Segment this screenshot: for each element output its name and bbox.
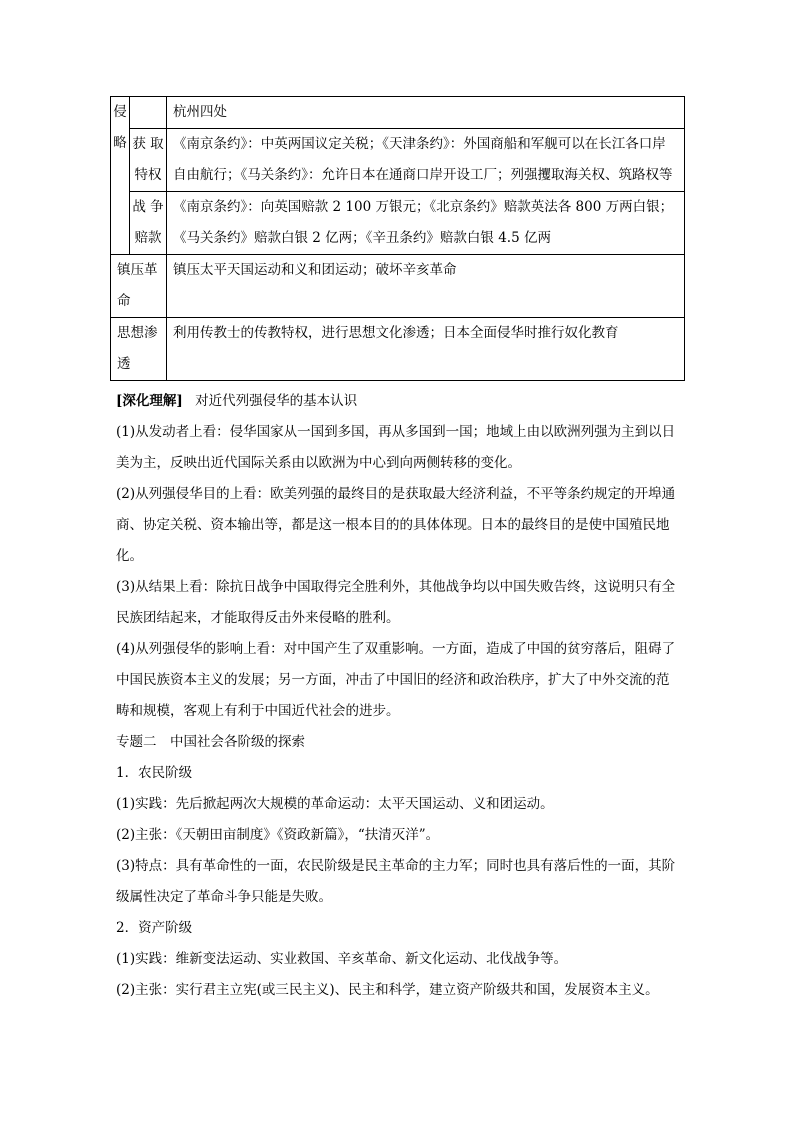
table-row [111,318,685,381]
cell-thought: 利用传教士的传教特权，进行思想文化渗透；日本全面侵华时推行奴化教育 [167,318,685,381]
paragraph: (1)从发动者上看：侵华国家从一国到多国，再从多国到一国；地域上由以欧洲列强为主到以日美为主，反映出近代国际关系由以欧洲为中心到向两侧转移的变化。 [116,424,676,471]
cell-indemnity: 《南京条约》：向英国赔款 2 100 万银元；《北京条约》赔款英法各 800 万两白银；《马关条约》赔款白银 2 亿两；《辛丑条约》赔款白银 4.5 亿两 [167,192,685,255]
label-suppress: 镇压革命 [111,255,167,318]
deep-title: 对近代列强侵华的基本认识 [195,393,358,409]
cell-privilege: 《南京条约》：中英两国议定关税；《天津条约》：外国商船和军舰可以在长江各口岸自由航行；《马关条约》：允许日本在通商口岸开设工厂；列强攫取海关权、筑路权等 [167,129,685,192]
table-row [111,129,685,192]
paragraph: (1)实践：先后掀起两次大规模的革命运动：太平天国运动、义和团运动。 [116,796,554,812]
section-heading: 2．资产阶级 [116,920,193,936]
table-row [111,192,685,255]
table-row [111,97,685,129]
label-line: 赔款 [134,230,162,246]
label-thought: 思想渗透 [111,318,167,381]
cell-suppress: 镇压太平天国运动和义和团运动；破坏辛亥革命 [167,255,685,318]
paragraph: (1)实践：维新变法运动、实业救国、辛亥革命、新文化运动、北伐战争等。 [116,951,568,967]
paragraph: (2)主张：实行君主立宪(或三民主义)、民主和科学，建立资产阶级共和国，发展资本主义。 [116,982,659,998]
paragraph: (4)从列强侵华的影响上看：对中国产生了双重影响。一方面，造成了中国的贫穷落后，阻碍了中国民族资本主义的发展；另一方面，冲击了中国旧的经济和政治秩序，扩大了中外交流的范畴和规模，客观上有利于中国近代社会的进步。 [116,641,676,719]
label-char: 侵 [113,104,127,120]
table-row [111,255,685,318]
label-privilege [130,129,167,192]
cell-hangzhou: 杭州四处 [167,97,685,129]
deep-heading [116,386,682,417]
deep-tag: [深化理解] [116,393,183,409]
body-text [116,386,682,1006]
paragraph: (3)特点：具有革命性的一面，农民阶级是民主革命的主力军；同时也具有落后性的一面，其阶级属性决定了革命斗争只能是失败。 [116,858,676,905]
invasion-table [110,96,685,381]
label-invasion [111,97,130,255]
label-line: 特权 [134,167,162,183]
label-line: 获 取 [132,136,164,152]
paragraph: (2)主张：《天朝田亩制度》《资政新篇》，“扶清灭洋”。 [116,827,440,843]
section-heading: 1．农民阶级 [116,765,193,781]
topic-heading: 专题二 中国社会各阶级的探索 [116,734,305,750]
empty-cell [130,97,167,129]
label-line: 战 争 [132,199,164,215]
paragraph: (3)从结果上看：除抗日战争中国取得完全胜利外，其他战争均以中国失败告终，这说明只有全民族团结起来，才能取得反击外来侵略的胜利。 [116,579,676,626]
label-char: 略 [113,135,127,151]
label-indemnity [130,192,167,255]
paragraph: (2)从列强侵华目的上看：欧美列强的最终目的是获取最大经济利益，不平等条约规定的开埠通商、协定关税、资本输出等，都是这一根本目的的具体体现。日本的最终目的是使中国殖民地化。 [116,486,676,564]
